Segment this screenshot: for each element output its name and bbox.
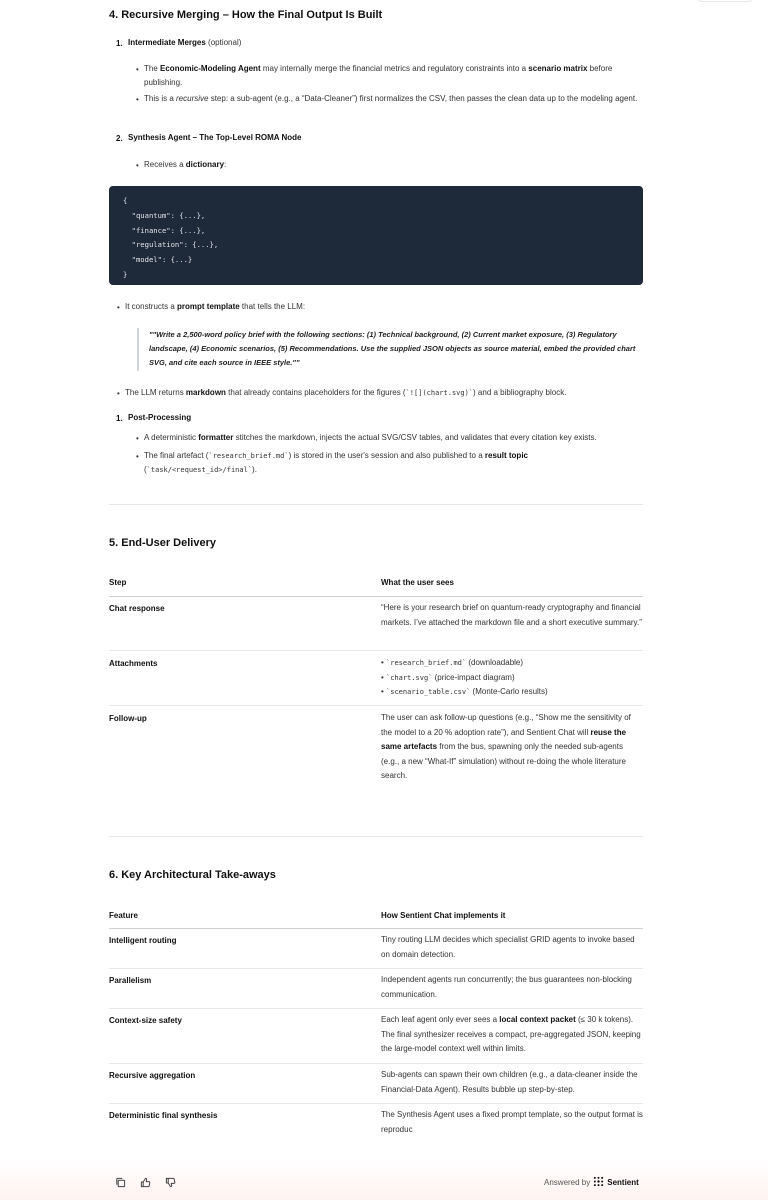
section-4-title: 4. Recursive Merging – How the Final Output Is Built <box>109 9 383 21</box>
section-5-title: 5. End-User Delivery <box>109 537 216 549</box>
code-line: "model": {...} <box>123 255 193 265</box>
table-row-line <box>109 1103 643 1104</box>
prompt-quote: ""Write a 2,500-word policy brief with the following sections: (1) Technical background, (2) Current market exposure, (3) Regulatory landscape, (4) Economic scenarios, (5) Recommendations. Use the supplied JSON objects as source material, embed the provided chart SVG, and cite each source in IEEE style."" <box>137 328 643 371</box>
table-cell-value: Tiny routing LLM decides which specialist GRID agents to invoke based on domain detection. <box>381 935 635 959</box>
sentient-logo-icon <box>593 1176 604 1189</box>
table-cell-step: Attachments <box>109 659 158 668</box>
table-cell-feature: Parallelism <box>109 976 152 985</box>
copy-icon[interactable] <box>113 1175 127 1189</box>
list-item: • `chart.svg` (price-impact diagram) <box>381 672 515 682</box>
list-item-synthesis-agent: Synthesis Agent – The Top-Level ROMA Node <box>128 133 302 142</box>
bullet-icon: • <box>136 452 139 461</box>
top-right-button[interactable] <box>696 0 754 2</box>
table-cell-feature: Recursive aggregation <box>109 1071 196 1080</box>
table-header-step: Step <box>109 578 127 587</box>
table-cell-attachments <box>381 656 643 700</box>
bullet-prompt-template: It constructs a prompt template that tells the LLM: <box>125 302 306 311</box>
list-item-post-processing: Post-Processing <box>128 413 192 422</box>
list-number: 1. <box>116 414 123 423</box>
table-cell-value: Each leaf agent only ever sees a local context packet (≤ 30 k tokens). The final synthesizer receives a compact, pre-aggregated JSON, keeping the large-model context well within limits. <box>381 1015 641 1054</box>
list-number: 1. <box>116 39 123 48</box>
bullet-formatter: A deterministic formatter stitches the markdown, injects the actual SVG/CSV tables, and validates that every citation key exists. <box>144 433 597 442</box>
bullet-icon: • <box>136 434 139 443</box>
table-row-line <box>109 968 643 969</box>
table-header-feature: Feature <box>109 911 138 920</box>
code-line: { <box>123 196 128 205</box>
list-item: • `research_brief.md` (downloadable) <box>381 658 524 667</box>
table-header-user-sees: What the user sees <box>381 578 454 587</box>
list-item-intermediate-merges: Intermediate Merges (optional) <box>128 38 242 47</box>
table-cell-value: The Synthesis Agent uses a fixed prompt template, so the output format is reproduc <box>381 1110 643 1134</box>
divider <box>109 836 643 837</box>
code-line: "quantum": {...}, <box>123 210 206 220</box>
table-header-line <box>109 928 643 929</box>
code-line: } <box>123 269 128 279</box>
bullet-economic-modeling: The Economic-Modeling Agent may internally merge the financial metrics and regulatory constraints into a scenario matrix before publishing. <box>144 64 613 87</box>
thumbs-up-icon[interactable] <box>138 1175 152 1189</box>
table-cell-step: Chat response <box>109 604 165 613</box>
table-header-line <box>109 596 643 597</box>
table-cell-feature: Intelligent routing <box>109 936 177 945</box>
table-cell-value: Independent agents run concurrently; the bus guarantees non-blocking communication. <box>381 975 632 999</box>
divider <box>109 504 643 505</box>
thumbs-down-icon[interactable] <box>163 1175 177 1189</box>
table-row-line <box>109 705 643 706</box>
table-cell-step: Follow-up <box>109 714 147 723</box>
table-row-line <box>109 1063 643 1064</box>
bullet-icon: • <box>136 161 139 170</box>
bullet-icon: • <box>117 389 120 398</box>
bullet-markdown: The LLM returns markdown that already contains placeholders for the figures (`![](chart.svg)`) and a bibliography block. <box>125 388 567 397</box>
bullet-final-artefact: The final artefact (`research_brief.md`) is stored in the user's session and also published to a result topic (`task/<request_id>/final`). <box>144 451 528 474</box>
bullet-icon: • <box>136 65 139 74</box>
table-cell-value: Sub-agents can spawn their own children (e.g., a data-cleaner inside the Financial-Data Agent). Results bubble up step-by-step. <box>381 1070 638 1094</box>
table-header-implementation: How Sentient Chat implements it <box>381 911 506 920</box>
brand-name: Sentient <box>607 1178 639 1187</box>
section-6-title: 6. Key Architectural Take-aways <box>109 869 276 881</box>
code-block[interactable] <box>109 186 643 285</box>
list-item: • `scenario_table.csv` (Monte-Carlo results) <box>381 687 548 697</box>
bullet-icon: • <box>136 95 139 104</box>
table-cell-value: The user can ask follow-up questions (e.g., “Show me the sensitivity of the model to a 20 % adoption rate”), and Sentient Chat will reuse the same artefacts from the bus, spawning only the needed sub-agents (e.g., a new “What-If” simulation) without re-doing the whole literature search. <box>381 713 631 781</box>
table-cell-feature: Context-size safety <box>109 1016 182 1025</box>
table-row-line <box>109 1008 643 1009</box>
bullet-icon: • <box>117 303 120 312</box>
bullet-recursive-step: This is a recursive step: a sub-agent (e.g., a “Data-Cleaner”) first normalizes the CSV, then passes the clean data up to the modeling agent. <box>144 94 638 103</box>
table-row-line <box>109 650 643 651</box>
bullet-dictionary: Receives a dictionary: <box>144 160 227 169</box>
code-line: "regulation": {...}, <box>123 240 219 250</box>
answered-by <box>544 1176 639 1189</box>
table-cell-feature: Deterministic final synthesis <box>109 1111 218 1120</box>
code-line: "finance": {...}, <box>123 225 206 235</box>
table-cell-value: “Here is your research brief on quantum-ready cryptography and financial markets. I’ve attached the markdown file and a short executive summary.” <box>381 603 642 627</box>
list-number: 2. <box>116 134 123 143</box>
answered-by-label: Answered by <box>544 1178 591 1187</box>
